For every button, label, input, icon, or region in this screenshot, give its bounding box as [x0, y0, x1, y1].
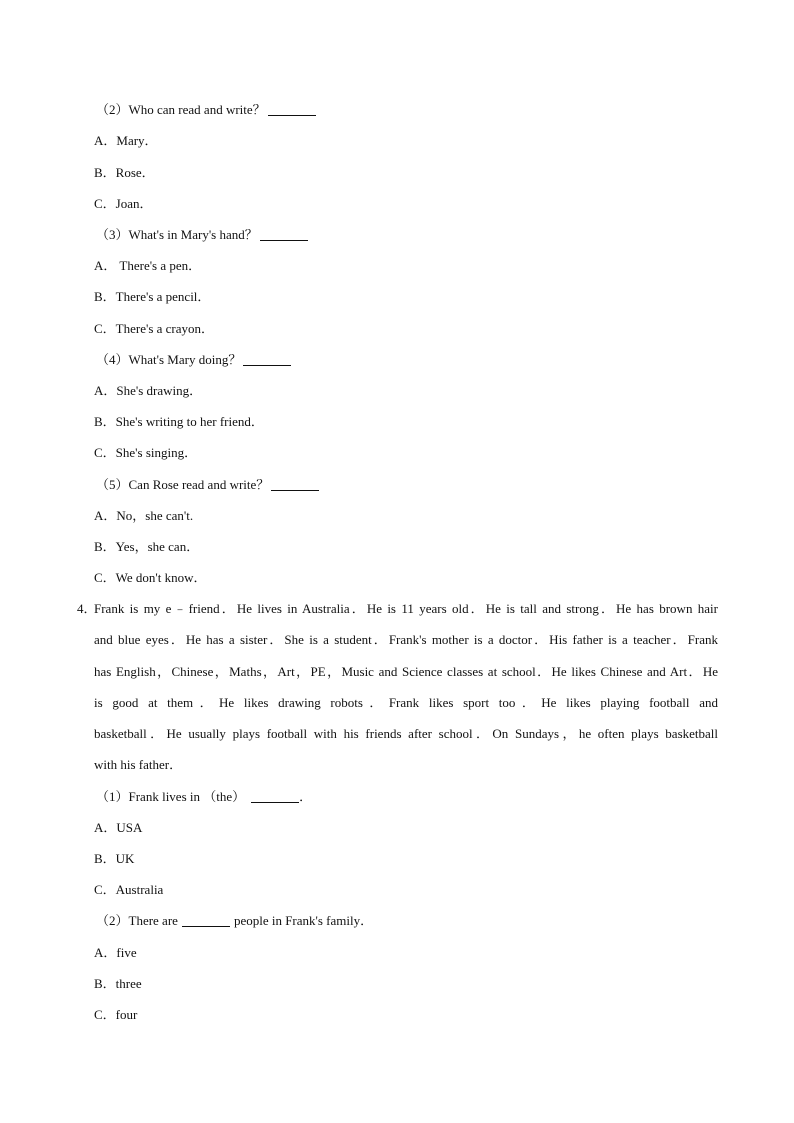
option-c: C．Joan．: [94, 196, 153, 211]
option-a: A．Mary．: [94, 133, 158, 148]
option-b: B．Rose．: [94, 165, 155, 180]
option-b: B．There's a pencil．: [94, 289, 211, 304]
question-stem: （1）Frank lives in （the） ．: [96, 789, 313, 804]
passage-line: basketball．He usually plays football with his friends after school．On Sundays，he often plays basketball: [94, 726, 718, 741]
question-stem: （4）What's Mary doing？: [96, 351, 291, 369]
passage-line: is good at them．He likes drawing robots．Frank likes sport too．He likes playing football and: [94, 695, 718, 710]
option-c: C．We don't know．: [94, 570, 207, 585]
option-c: C．four: [94, 1007, 138, 1022]
question-number: 4．: [77, 601, 97, 616]
option-a: A．She's drawing．: [94, 383, 203, 398]
passage-line: has English，Chinese，Maths，Art，PE，Music and Science classes at school．He likes Chinese and Art．He: [94, 664, 718, 679]
option-a: A． There's a pen．: [94, 258, 202, 273]
option-a: A．USA: [94, 820, 143, 835]
option-a: A．five: [94, 945, 137, 960]
option-c: C．There's a crayon．: [94, 321, 215, 336]
option-c: C．She's singing．: [94, 445, 198, 460]
option-b: B．Yes，she can．: [94, 539, 200, 554]
question-stem: （2）There are people in Frank's family．: [96, 913, 374, 928]
answer-blank: [182, 914, 230, 927]
answer-blank: [243, 353, 291, 366]
answer-blank: [260, 228, 308, 241]
question-stem: （3）What's in Mary's hand？: [96, 226, 308, 244]
answer-blank: [268, 103, 316, 116]
passage-line: Frank is my e﹣friend．He lives in Australia．He is 11 years old．He is tall and strong．He has brown hair: [94, 601, 718, 616]
option-b: B．UK: [94, 851, 135, 866]
option-b: B．She's writing to her friend．: [94, 414, 264, 429]
answer-blank: [271, 478, 319, 491]
question-stem: （5）Can Rose read and write？: [96, 476, 319, 494]
reading-passage: [94, 600, 718, 780]
passage-line: with his father．: [94, 757, 183, 772]
question-stem: （2）Who can read and write？: [96, 101, 316, 119]
option-a: A．No，she can't.: [94, 508, 194, 523]
passage-line: and blue eyes．He has a sister．She is a student．Frank's mother is a doctor．His father is a teacher．Frank: [94, 632, 718, 647]
option-b: B．three: [94, 976, 142, 991]
option-c: C．Australia: [94, 882, 164, 897]
answer-blank: [251, 790, 299, 803]
